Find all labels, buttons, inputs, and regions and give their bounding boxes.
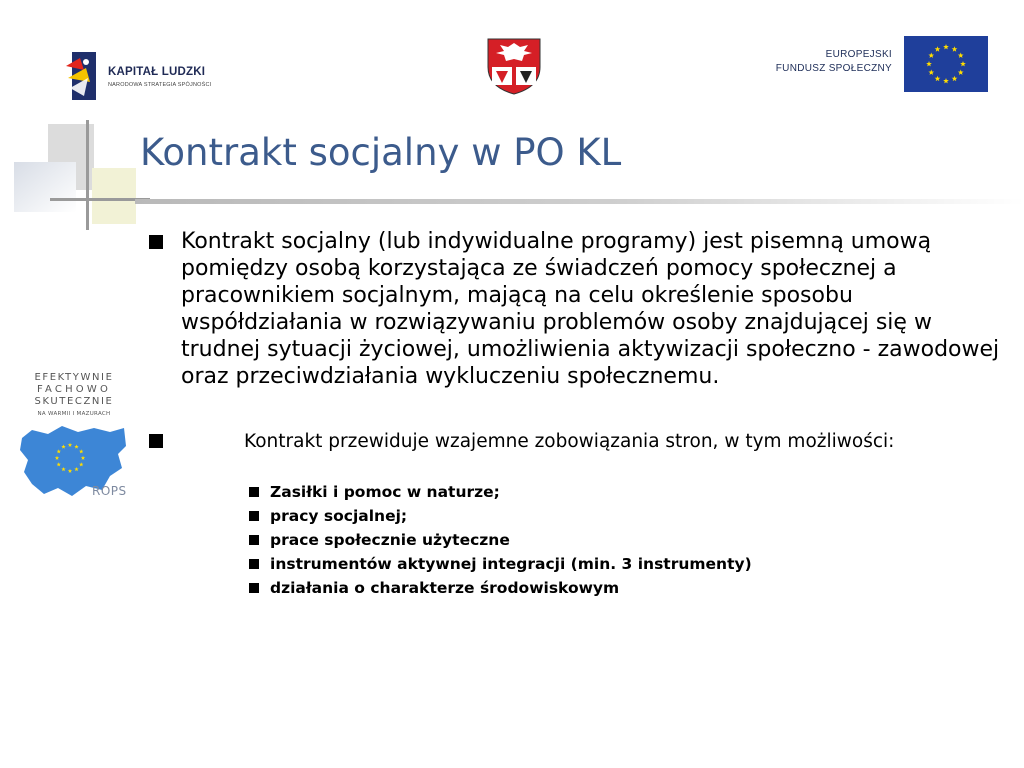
list-item-text: instrumentów aktywnej integracji (min. 3 instrumenty) (270, 555, 752, 573)
paragraph-obligations (181, 430, 941, 454)
list-item-text: działania o charakterze środowiskowym (270, 579, 620, 597)
list-item (248, 554, 948, 578)
bullet-square-icon (249, 559, 259, 569)
efs-logo (770, 34, 990, 94)
efs-line-1: EUROPEJSKI (825, 49, 892, 60)
eu-flag-icon (904, 36, 988, 92)
efs-line-2: FUNDUSZ SPOŁECZNY (775, 63, 892, 74)
bullet-square-icon (249, 487, 259, 497)
paragraph-obligations-text: Kontrakt przewiduje wzajemne zobowiązania stron, w tym możliwości: (244, 431, 895, 452)
slide-title: Kontrakt socjalny w PO KL (140, 131, 622, 174)
rops-line-2: FACHOWO (36, 384, 112, 395)
kapital-ludzki-title: KAPITAŁ LUDZKI (108, 66, 206, 78)
rops-line-4: NA WARMII I MAZURACH (37, 411, 111, 417)
list-item (248, 506, 948, 530)
kapital-ludzki-emblem-icon (66, 52, 98, 100)
kapital-ludzki-subtitle: NARODOWA STRATEGIA SPÓJNOŚCI (108, 82, 212, 88)
bullet-square-icon (249, 583, 259, 593)
list-item-text: Zasiłki i pomoc w naturze; (270, 483, 500, 501)
rops-name: ROPS (92, 484, 127, 498)
bullet-square-icon (149, 434, 163, 448)
bullet-square-icon (149, 235, 163, 249)
title-divider (135, 199, 1024, 204)
list-item-text: pracy socjalnej; (270, 507, 408, 525)
rops-line-1: EFEKTYWNIE (34, 372, 114, 383)
efs-text (776, 48, 892, 76)
list-item (248, 482, 948, 506)
list-item-text: prace społecznie użyteczne (270, 531, 510, 549)
rops-logo (18, 370, 130, 500)
bullet-square-icon (249, 535, 259, 545)
contract-items-list (248, 482, 948, 602)
decorative-cross (0, 120, 150, 230)
kapital-ludzki-logo (66, 52, 226, 102)
list-item (248, 530, 948, 554)
paragraph-definition: Kontrakt socjalny (lub indywidualne programy) jest pisemną umową pomiędzy osobą korzystająca ze świadczeń pomocy społecznej a pracownikiem socjalnym, mającą na celu określenie sposobu współdziałania w rozwiązywaniu problemów osoby znajdującej się w trudnej sytuacji życiowej, umożliwienia aktywizacji społeczno - zawodowej oraz przeciwdziałania wykluczeniu społecznemu. (181, 229, 1000, 389)
bullet-square-icon (249, 511, 259, 521)
rops-line-3: SKUTECZNIE (34, 396, 114, 407)
list-item (248, 578, 948, 602)
region-crest-icon (486, 37, 542, 95)
